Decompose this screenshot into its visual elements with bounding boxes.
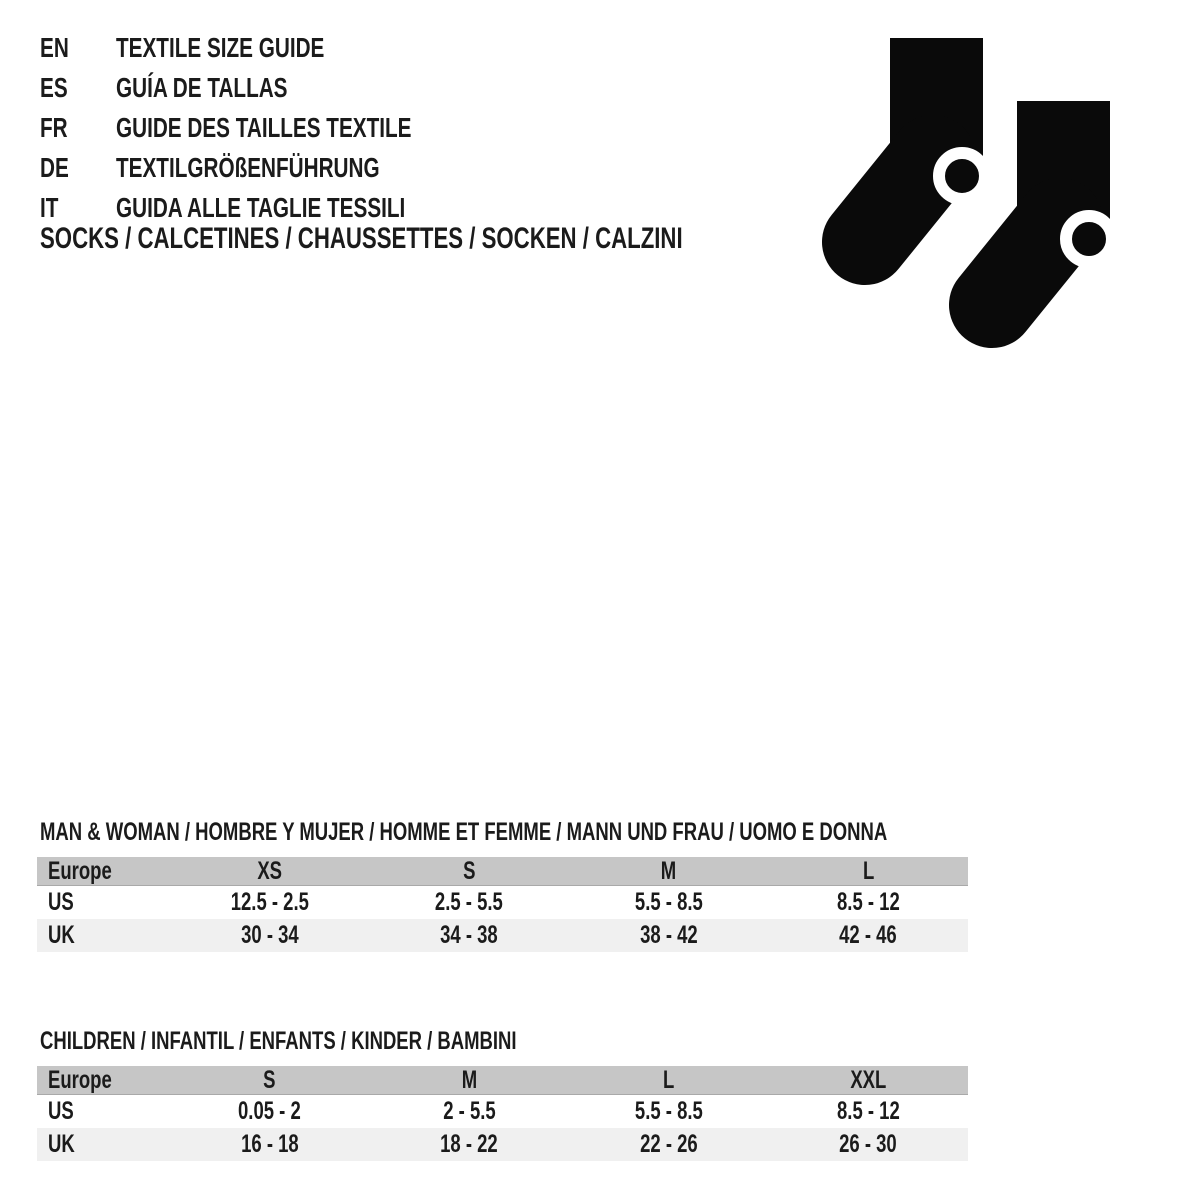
table-row-uk: [37, 1128, 968, 1161]
language-label: GUÍA DE TALLAS: [116, 72, 288, 103]
socks-icon: [810, 20, 1160, 360]
category-text: SOCKS / CALCETINES / CHAUSSETTES / SOCKEN / CALZINI: [40, 222, 683, 255]
header-cell-region: Europe: [48, 1065, 112, 1094]
table-title-children: CHILDREN / INFANTIL / ENFANTS / KINDER / BAMBINI: [40, 1027, 517, 1055]
language-label: TEXTILE SIZE GUIDE: [116, 32, 325, 63]
header-cell-size: XXL: [850, 1065, 887, 1094]
size-table-adults: [37, 819, 968, 952]
language-code: ES: [40, 72, 68, 103]
size-cell: 22 - 26: [639, 1130, 698, 1158]
language-row-es: [40, 68, 515, 108]
header-cell-size: S: [463, 856, 476, 885]
table-header-row: [37, 1066, 968, 1095]
size-cell: 18 - 22: [440, 1130, 499, 1158]
row-label: UK: [48, 1130, 75, 1158]
language-label: GUIDA ALLE TAGLIE TESSILI: [116, 192, 406, 223]
language-row-en: [40, 28, 515, 68]
size-cell: 0.05 - 2: [238, 1097, 302, 1125]
sock-right: [992, 101, 1112, 305]
table-row-us: [37, 886, 968, 919]
header-cell-size: XS: [257, 856, 283, 885]
language-code: EN: [40, 32, 69, 63]
table-row-uk: [37, 919, 968, 952]
size-cell: 2.5 - 5.5: [435, 888, 504, 916]
language-code: FR: [40, 112, 68, 143]
size-table-children: [37, 1028, 968, 1161]
size-cell: 2 - 5.5: [443, 1097, 496, 1125]
table-row-us: [37, 1095, 968, 1128]
size-cell: 8.5 - 12: [836, 1097, 900, 1125]
size-cell: 26 - 30: [839, 1130, 898, 1158]
row-label: US: [48, 888, 74, 916]
category-line: [40, 222, 908, 256]
size-cell: 42 - 46: [839, 921, 898, 949]
language-code: DE: [40, 152, 69, 183]
sock-left: [865, 38, 985, 242]
header-cell-region: Europe: [48, 856, 112, 885]
language-row-de: [40, 148, 515, 188]
size-cell: 5.5 - 8.5: [634, 1097, 703, 1125]
header-cell-size: L: [862, 856, 874, 885]
size-cell: 16 - 18: [240, 1130, 299, 1158]
language-code: IT: [40, 192, 59, 223]
row-label: UK: [48, 921, 75, 949]
size-cell: 12.5 - 2.5: [230, 888, 309, 916]
header-cell-size: S: [263, 1065, 276, 1094]
size-cell: 38 - 42: [639, 921, 698, 949]
row-label: US: [48, 1097, 74, 1125]
size-cell: 5.5 - 8.5: [634, 888, 703, 916]
header-cell-size: M: [461, 1065, 477, 1094]
size-cell: 8.5 - 12: [836, 888, 900, 916]
size-cell: 30 - 34: [240, 921, 299, 949]
table-title-adults: MAN & WOMAN / HOMBRE Y MUJER / HOMME ET FEMME / MANN UND FRAU / UOMO E DONNA: [40, 818, 888, 846]
table-header-row: [37, 857, 968, 886]
header-cell-size: M: [661, 856, 677, 885]
language-list: [40, 28, 515, 228]
language-label: GUIDE DES TAILLES TEXTILE: [116, 112, 412, 143]
header-cell-size: L: [663, 1065, 675, 1094]
language-row-fr: [40, 108, 515, 148]
language-label: TEXTILGRÖßENFÜHRUNG: [116, 152, 380, 183]
size-cell: 34 - 38: [440, 921, 499, 949]
